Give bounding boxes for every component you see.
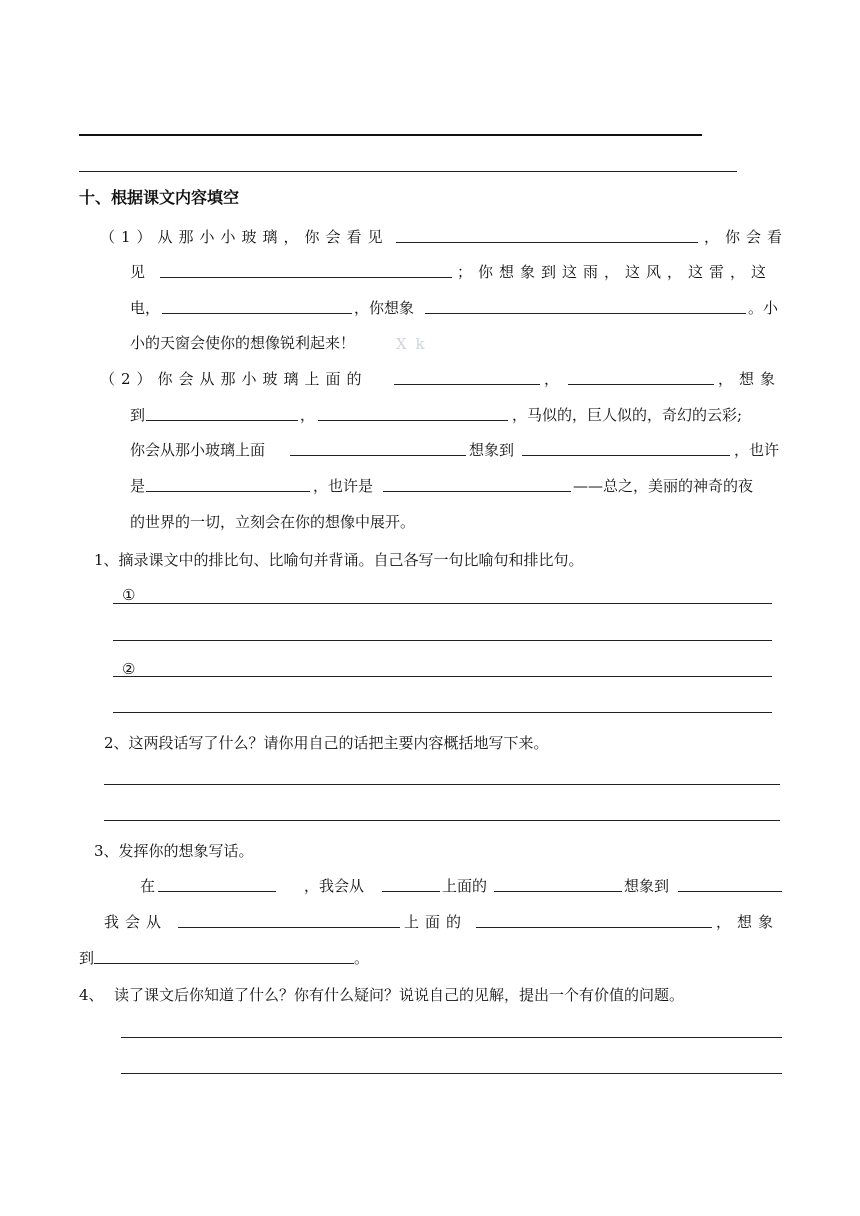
- p2-line3-tail: ，也许: [734, 441, 780, 459]
- blank-field[interactable]: [678, 891, 782, 892]
- blank-field[interactable]: [318, 420, 508, 421]
- p1-line2-start: 见: [130, 263, 146, 281]
- answer-line[interactable]: [104, 784, 780, 785]
- p2-line5: 的世界的一切，立刻会在你的想像中展开。: [130, 513, 416, 531]
- answer-line[interactable]: [121, 1073, 782, 1074]
- q3-line2-start: 我会从: [104, 913, 168, 931]
- answer-line[interactable]: [113, 712, 772, 713]
- blank-field[interactable]: [522, 455, 730, 456]
- answer-line[interactable]: [79, 134, 702, 136]
- p2-line1-comma: ，: [544, 370, 560, 388]
- marker-2: ②: [122, 660, 136, 678]
- blank-field[interactable]: [178, 927, 400, 928]
- q3-line1-mid1: ，我会从: [304, 877, 365, 895]
- blank-field[interactable]: [425, 313, 746, 314]
- marker-1: ①: [122, 586, 136, 604]
- blank-field[interactable]: [568, 384, 714, 385]
- blank-field[interactable]: [160, 277, 452, 278]
- blank-field[interactable]: [146, 491, 310, 492]
- blank-field[interactable]: [146, 420, 298, 421]
- p2-line2-comma: ，: [300, 406, 316, 424]
- blank-field[interactable]: [290, 455, 466, 456]
- blank-field[interactable]: [494, 891, 622, 892]
- blank-field[interactable]: [476, 927, 712, 928]
- q3-line2-tail: ，想象: [716, 913, 780, 931]
- p2-line1-text: （2）你会从那小玻璃上面的: [100, 370, 368, 388]
- q3-line3-start: 到: [79, 949, 95, 967]
- answer-line[interactable]: [113, 640, 772, 641]
- p2-line4-start: 是: [130, 477, 146, 495]
- question-1: 1、摘录课文中的排比句、比喻句并背诵。自己各写一句比喻句和排比句。: [94, 551, 584, 569]
- watermark: X k: [396, 335, 427, 353]
- p2-line3-start: 你会从那小玻璃上面: [130, 441, 266, 459]
- answer-line[interactable]: [113, 676, 772, 677]
- answer-line[interactable]: [104, 820, 780, 821]
- p1-line2-tail: ；你想象到这雨，这风，这雷，这: [457, 263, 773, 281]
- p2-line2-tail: ，马似的，巨人似的，奇幻的云彩;: [512, 406, 743, 424]
- q3-line1-mid3: 想象到: [624, 877, 670, 895]
- p1-line1-tail: ，你会看: [704, 228, 789, 246]
- blank-field[interactable]: [382, 891, 440, 892]
- q3-line3-end: 。: [354, 949, 370, 967]
- q3-line1-start: 在: [140, 877, 156, 895]
- answer-line[interactable]: [121, 1037, 782, 1038]
- blank-field[interactable]: [158, 891, 276, 892]
- question-2: 2、这两段话写了什么？请你用自己的话把主要内容概括地写下来。: [104, 734, 549, 752]
- question-4: 读了课文后你知道了什么？你有什么疑问？说说自己的见解，提出一个有价值的问题。: [114, 986, 685, 1004]
- p1-line3-mid: ，你想象: [354, 299, 415, 317]
- p1-line3-start: 电，: [130, 299, 161, 317]
- p2-line2-start: 到: [130, 406, 146, 424]
- blank-field[interactable]: [383, 491, 571, 492]
- blank-field[interactable]: [162, 313, 352, 314]
- p2-line4-tail: ——总之，美丽的神奇的夜: [573, 477, 754, 495]
- q3-line2-mid: 上面的: [404, 913, 468, 931]
- p2-line4-mid: ，也许是: [313, 477, 374, 495]
- question-4-number: 4、: [79, 986, 104, 1004]
- section-title: 十、根据课文内容填空: [79, 188, 240, 207]
- p1-line1-text: （1）从那小小玻璃，你会看见: [100, 228, 389, 246]
- q3-line1-mid2: 上面的: [442, 877, 488, 895]
- p2-line1-tail: ，想象: [718, 370, 782, 388]
- blank-field[interactable]: [94, 963, 354, 964]
- question-3: 3、发挥你的想象写话。: [94, 842, 254, 860]
- blank-field[interactable]: [396, 242, 698, 243]
- p1-line3-tail: 。小: [748, 299, 779, 317]
- blank-field[interactable]: [394, 384, 540, 385]
- answer-line[interactable]: [79, 171, 737, 172]
- answer-line[interactable]: [113, 603, 772, 604]
- p2-line3-mid: 想象到: [469, 441, 515, 459]
- p1-line4: 小的天窗会使你的想像锐利起来！: [130, 334, 356, 352]
